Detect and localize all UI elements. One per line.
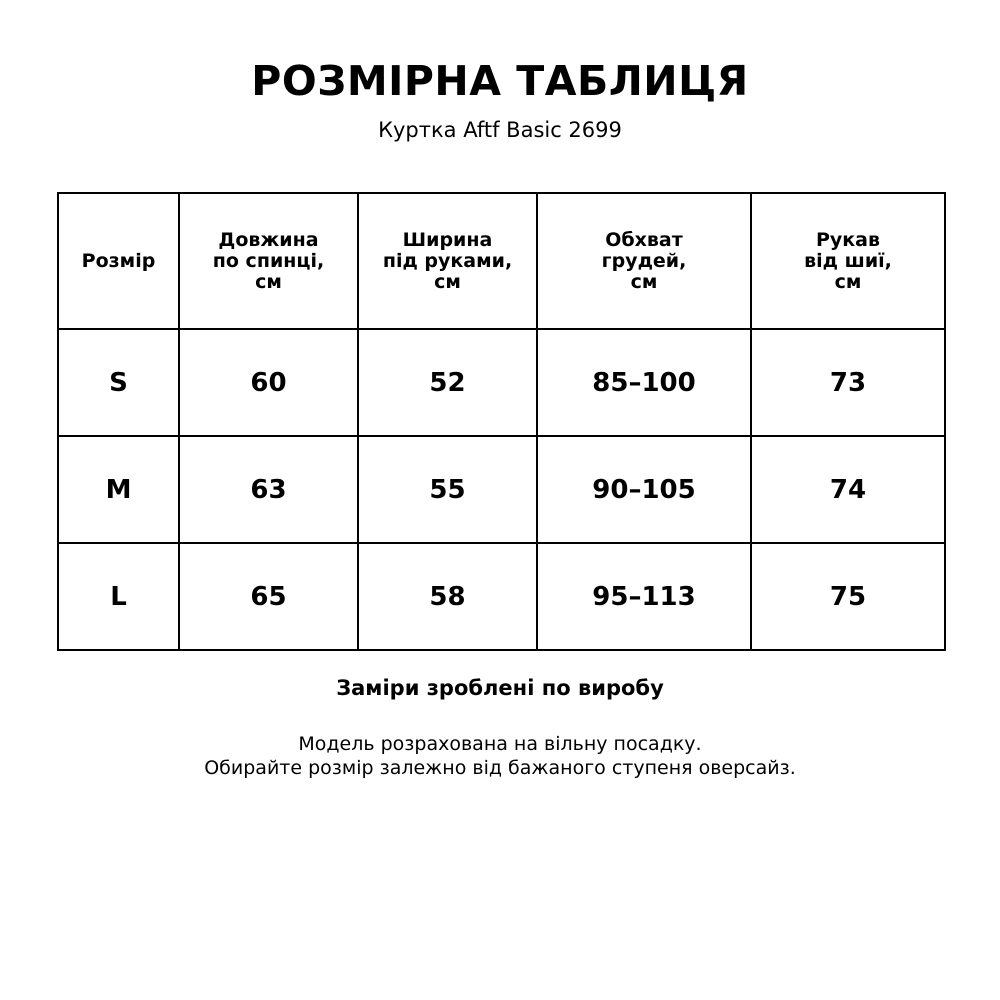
product-name: Куртка Aftf Basic 2699 bbox=[378, 118, 622, 142]
cell-size: M bbox=[58, 436, 179, 543]
cell-chest-girth: 85–100 bbox=[537, 329, 751, 436]
fit-note-line-2: Обирайте розмір залежно від бажаного ступеня оверсайз. bbox=[204, 757, 796, 779]
size-table bbox=[57, 192, 946, 651]
cell-size: L bbox=[58, 543, 179, 650]
cell-width-under-arms: 58 bbox=[358, 543, 537, 650]
table-header-row bbox=[58, 193, 945, 329]
table-row bbox=[58, 543, 945, 650]
cell-sleeve-from-neck: 75 bbox=[751, 543, 945, 650]
cell-width-under-arms: 52 bbox=[358, 329, 537, 436]
cell-back-length: 63 bbox=[179, 436, 358, 543]
measurement-note: Заміри зроблені по виробу bbox=[336, 676, 664, 700]
cell-size: S bbox=[58, 329, 179, 436]
cell-chest-girth: 90–105 bbox=[537, 436, 751, 543]
page-title: РОЗМІРНА ТАБЛИЦЯ bbox=[251, 57, 749, 105]
cell-sleeve-from-neck: 73 bbox=[751, 329, 945, 436]
cell-sleeve-from-neck: 74 bbox=[751, 436, 945, 543]
cell-back-length: 60 bbox=[179, 329, 358, 436]
cell-width-under-arms: 55 bbox=[358, 436, 537, 543]
header-back-length: Довжина по спинці, см bbox=[179, 193, 358, 329]
cell-back-length: 65 bbox=[179, 543, 358, 650]
table-row bbox=[58, 329, 945, 436]
table-row bbox=[58, 436, 945, 543]
header-sleeve-from-neck: Рукав від шиї, см bbox=[751, 193, 945, 329]
cell-chest-girth: 95–113 bbox=[537, 543, 751, 650]
fit-note-line-1: Модель розрахована на вільну посадку. bbox=[298, 733, 702, 755]
header-width-under-arms: Ширина під руками, см bbox=[358, 193, 537, 329]
header-chest-girth: Обхват грудей, см bbox=[537, 193, 751, 329]
header-size: Розмір bbox=[58, 193, 179, 329]
